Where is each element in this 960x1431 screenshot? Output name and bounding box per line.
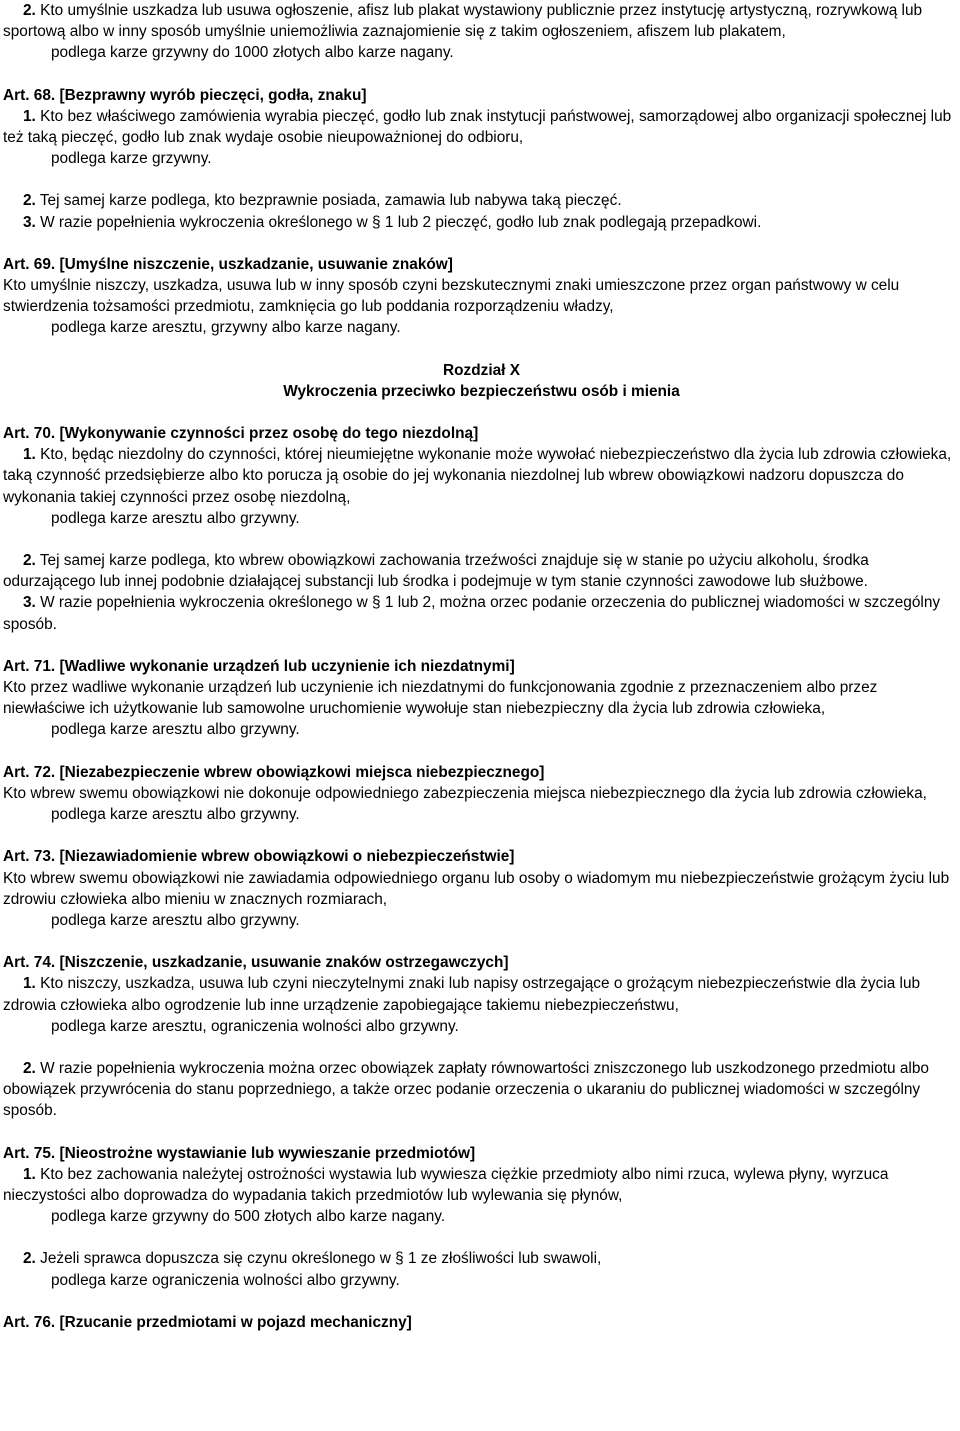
art74-para1 [3, 973, 960, 1015]
art70-para3 [3, 592, 960, 634]
para-text: Kto bez zachowania należytej ostrożności wystawia lub wywiesza ciężkie przedmioty albo nimi rzuca, wylewa płyny, wyrzuca nieczystości albo doprowadza do wypadania takich przedmiotów lub wylewania się płynów, [3, 1165, 889, 1204]
art75-penalty1: podlega karze grzywny do 500 złotych albo karze nagany. [51, 1208, 446, 1226]
para-text: W razie popełnienia wykroczenia określonego w § 1 lub 2, można orzec podanie orzeczenia do publicznej wiadomości w szczególny sposób. [3, 594, 941, 633]
para-number: 1. [23, 975, 36, 993]
art69-heading: Art. 69. [Umyślne niszczenie, uszkadzanie, usuwanie znaków] [3, 255, 453, 273]
art68-heading: Art. 68. [Bezprawny wyrób pieczęci, godła, znaku] [3, 86, 367, 104]
art73-heading: Art. 73. [Niezawiadomienie wbrew obowiązkowi o niebezpieczeństwie] [3, 848, 515, 866]
art72-heading: Art. 72. [Niezabezpieczenie wbrew obowiązkowi miejsca niebezpiecznego] [3, 763, 545, 781]
para-text: Tej samej karze podlega, kto bezprawnie posiada, zamawia lub nabywa taką pieczęć. [39, 192, 622, 210]
para-text: Kto, będąc niezdolny do czynności, której nieumiejętne wykonanie może wywołać niebezpieczeństwo dla życia lub zdrowia człowieka, taką czynność przedsiębierze albo kto porucza ją osobie do jej wykonania niezdolnej lub wbrew obowiązkowi nadzoru dopuszcza do wykonania takiej czynności przez osobę niezdolną, [3, 446, 952, 506]
chapter-title: Rozdział X [443, 361, 520, 379]
para-text: Kto niszczy, uszkadza, usuwa lub czyni nieczytelnymi znaki lub napisy ostrzegające o grożącym niebezpieczeństwie dla życia lub zdrowia człowieka albo ogrodzenie lub inne urządzenie zapobiegające takiemu niebezpieczeństwu, [3, 975, 921, 1014]
para-text: Kto bez właściwego zamówienia wyrabia pieczęć, godło lub znak instytucji państwowej, samorządowej albo organizacji społecznej lub też taką pieczęć, godło lub znak wydaje osobie nieupoważnionej do odbioru, [3, 107, 952, 147]
art71-penalty: podlega karze aresztu albo grzywny. [51, 721, 300, 739]
para-number: 2. [23, 192, 36, 210]
para-number: 3. [23, 594, 36, 612]
art72-penalty: podlega karze aresztu albo grzywny. [51, 806, 300, 824]
art69-text: Kto umyślnie niszczy, uszkadza, usuwa lub w inny sposób czyni bezskutecznymi znaki umieszczone przez organ państwowy w celu stwierdzenia tożsamości przedmiotu, zamknięcia go lub poddania rozporządzeniu władzy, [3, 277, 900, 316]
para-text: Tej samej karze podlega, kto wbrew obowiązkowi zachowania trzeźwości znajduje się w stanie po użyciu alkoholu, środka odurzającego lub innej podobnie działającej substancji lub środka i podejmuje w tym stanie czynności zawodowe lub służbowe. [3, 552, 869, 591]
art75-heading: Art. 75. [Nieostrożne wystawianie lub wywieszanie przedmiotów] [3, 1144, 476, 1162]
art68-para3 [3, 212, 960, 233]
art71-heading: Art. 71. [Wadliwe wykonanie urządzeń lub uczynienie ich niezdatnymi] [3, 657, 515, 675]
para-number: 2. [23, 2, 36, 19]
art67-penalty: podlega karze grzywny do 1000 złotych albo karze nagany. [51, 44, 454, 62]
art68-penalty: podlega karze grzywny. [51, 150, 212, 168]
art71-text: Kto przez wadliwe wykonanie urządzeń lub uczynienie ich niezdatnymi do funkcjonowania zgodnie z przeznaczeniem albo przez niewłaściwe ich użytkowanie lub samowolne uruchomienie wywołuje stan niebezpieczny dla życia lub zdrowia człowieka, [3, 679, 878, 718]
art70-para2 [3, 550, 960, 592]
art74-heading: Art. 74. [Niszczenie, uszkadzanie, usuwanie znaków ostrzegawczych] [3, 954, 509, 972]
art73-text: Kto wbrew swemu obowiązkowi nie zawiadamia odpowiedniego organu lub osoby o wiadomym mu niebezpieczeństwie grożącym życiu lub zdrowiu człowieka albo mieniu w znacznych rozmiarach, [3, 869, 950, 908]
para-number: 2. [23, 1059, 36, 1077]
art73-penalty: podlega karze aresztu albo grzywny. [51, 911, 300, 929]
para-number: 2. [23, 552, 36, 570]
art68-para2 [3, 190, 960, 211]
chapter-subtitle: Wykroczenia przeciwko bezpieczeństwu osób i mienia [283, 382, 680, 400]
para-number: 1. [23, 1165, 36, 1183]
art76-heading: Art. 76. [Rzucanie przedmiotami w pojazd mechaniczny] [3, 1313, 412, 1331]
art75-para1 [3, 1164, 960, 1206]
art69-penalty: podlega karze aresztu, grzywny albo karze nagany. [51, 319, 401, 337]
art68-para1 [3, 106, 960, 148]
para-number: 2. [23, 1250, 36, 1268]
art75-penalty2: podlega karze ograniczenia wolności albo grzywny. [51, 1271, 400, 1289]
art74-penalty: podlega karze aresztu, ograniczenia wolności albo grzywny. [51, 1017, 459, 1035]
art74-para2 [3, 1058, 960, 1122]
art70-para1 [3, 444, 960, 508]
para-text: W razie popełnienia wykroczenia określonego w § 1 lub 2 pieczęć, godło lub znak podlegają przepadkowi. [40, 213, 762, 231]
para-text: W razie popełnienia wykroczenia można orzec obowiązek zapłaty równowartości zniszczonego lub uszkodzonego przedmiotu albo obowiązek przywrócenia do stanu poprzedniego, a także orzec podanie orzeczenia o ukaraniu do publicznej wiadomości w szczególny sposób. [3, 1059, 929, 1120]
para-number: 1. [23, 107, 36, 125]
para-text: Kto umyślnie uszkadza lub usuwa ogłoszenie, afisz lub plakat wystawiony publicznie przez instytucję artystyczną, rozrywkową lub sportową albo w inny sposób umyślnie uniemożliwia zaznajomienie się z takim ogłoszeniem, afiszem lub plakatem, [3, 2, 923, 41]
para-number: 1. [23, 446, 36, 464]
para-number: 3. [23, 213, 36, 231]
art70-penalty: podlega karze aresztu albo grzywny. [51, 509, 300, 527]
art70-heading: Art. 70. [Wykonywanie czynności przez osobę do tego niezdolną] [3, 425, 479, 443]
art75-para2 [3, 1248, 960, 1269]
art72-text: Kto wbrew swemu obowiązkowi nie dokonuje odpowiedniego zabezpieczenia miejsca niebezpiecznego dla życia lub zdrowia człowieka, [3, 784, 927, 802]
para-text: Jeżeli sprawca dopuszcza się czynu określonego w § 1 ze złośliwości lub swawoli, [40, 1250, 602, 1268]
art67-para2 [3, 0, 960, 42]
